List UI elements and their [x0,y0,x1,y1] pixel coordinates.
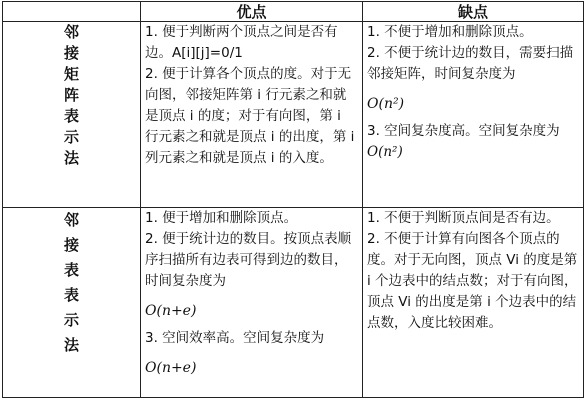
cons-cell [363,22,584,208]
complexity-formula: O(n²) [367,96,405,112]
pros-cell [141,208,363,398]
table-row [3,22,584,208]
cons-item: 2. 不便于统计边的数目，需要扫描邻接矩阵，时间复杂度为 [367,45,574,82]
comparison-table [2,1,584,398]
pros-item: 2. 便于统计边的数目。按顶点表顺序扫描所有边表可得到边的数目，时间复杂度为 [145,231,352,289]
table-row [3,208,584,398]
header-blank-cell [3,2,141,22]
pros-item: 1. 便于增加和删除顶点。 [145,210,298,226]
cons-item: 1. 不便于增加和删除顶点。 [367,24,533,40]
row-label: 邻接矩阵表示法 [63,23,79,167]
row-label: 邻接表表示法 [63,211,79,354]
pros-item: 1. 便于判断两个顶点之间是否有边。A[i][j]=0/1 [145,24,338,61]
cons-item: 2. 不便于计算有向图各个顶点的度。对于无向图，顶点 Vi 的度是第 i 个边表中的结点数；对于有向图，顶点 Vi 的出度是第 i 个边表中的结点数，入度比较困难。 [367,231,578,331]
header-cons: 缺点 [363,2,584,22]
pros-item: 3. 空间效率高。空间复杂度为 [145,330,325,346]
cons-item: 3. 空间复杂度高。空间复杂度为 [367,123,560,139]
cons-item: 1. 不便于判断顶点间是否有边。 [367,210,560,226]
header-pros: 优点 [141,2,363,22]
row-label-cell [3,208,141,398]
pros-cell [141,22,363,208]
complexity-formula: O(n²) [367,144,403,160]
complexity-formula: O(n+e) [145,303,197,319]
header-row [3,2,584,22]
cons-item-wrap [367,121,579,163]
row-label-cell [3,22,141,208]
complexity-formula: O(n+e) [145,360,197,376]
cons-cell [363,208,584,398]
pros-item: 2. 便于计算各个顶点的度。对于无向图，邻接矩阵第 i 行元素之和就是顶点 i 的度；对于有向图，第 i 行元素之和就是顶点 i 的出度，第 i 列元素之和就是顶点 i 的入度。 [145,66,355,166]
